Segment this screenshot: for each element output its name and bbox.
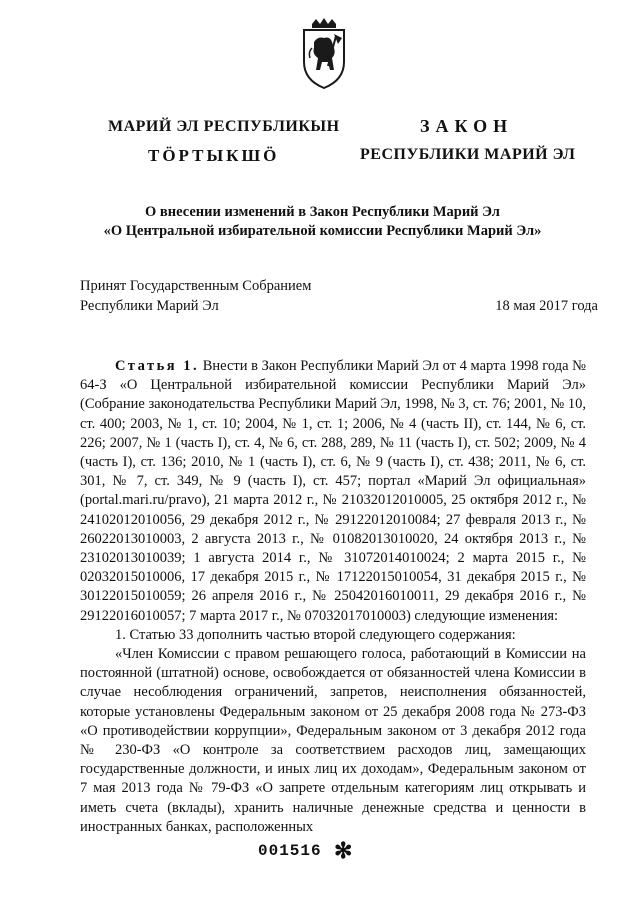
header-right-title: ЗАКОН [420, 116, 514, 136]
adoption-info [80, 276, 311, 316]
coat-of-arms-icon [298, 18, 350, 90]
document-title [40, 203, 605, 241]
article-1-quote: «Член Комиссии с правом решающего голоса, работающий в Комиссии на постоянной (штатной) основе, освобождается от обязанностей члена Комиссии в случае несоблюдения ограничений, запретов, неисполнения обязанностей, которые установлены Федеральным законом от 25 декабря 2008 года № 273-ФЗ «О противодействии коррупции», Федеральным законом от 3 декабря 2012 года № 230-ФЗ «О контроле за соответствием расходов лиц, замещающих государственные должности, и иных лиц их доходам», Федеральным законом от 7 мая 2013 года № 79-ФЗ «О запрете отдельным категориям лиц открывать и иметь счета (вклады), хранить наличные денежные средства и ценности в иностранных банках, расположенных [80, 646, 586, 835]
article-1-item-1: 1. Статью 33 дополнить частью второй следующего содержания: [115, 626, 516, 643]
header-left-subtitle: ТӦРТЫКШӦ [148, 146, 280, 165]
star-mark-icon: ✻ [334, 838, 353, 863]
article-1-paragraph [80, 357, 586, 626]
adoption-line1: Принят Государственным Собранием [80, 278, 312, 294]
document-serial-number: 001516 [258, 842, 322, 860]
article-1 [80, 357, 586, 837]
document-title-line2: «О Центральной избирательной комиссии Республики Марий Эл» [103, 223, 542, 239]
document-title-line1: О внесении изменений в Закон Республики Марий Эл [145, 204, 500, 220]
header-left-title: МАРИЙ ЭЛ РЕСПУБЛИКЫН [108, 118, 340, 135]
article-1-text: Внести в Закон Республики Марий Эл от 4 марта 1998 года № 64-З «О Центральной избирательной комиссии Республики Марий Эл» (Собрание законодательства Республики Марий Эл, 1998, № 3, ст. 76; 2001, № 10, ст. 400; 2003, № 1, ст. 10; 2004, № 1, ст. 1; 2006, № 4 (часть II), ст. 144, № 6, ст. 226; 2007, № 1 (часть I), ст. 4, № 6, ст. 288, 289, № 11 (часть I), ст. 502; 2009, № 4 (часть I), ст. 136; 2010, № 1 (часть I), ст. 6, № 9 (часть I), ст. 438; 2011, № 6, ст. 301, № 7, ст. 349, № 9 (часть I), ст. 457; портал «Марий Эл официальная» (portal.mari.ru/pravo), 21 марта 2012 г., № 21032012010005, 25 октября 2012 г., № 24102012010056, 29 декабря 2012 г., № 29122012010084; 27 февраля 2013 г., № 26022013010003, 2 августа 2013 г., № 01082013010020, 24 октября 2013 г., № 23102013010039; 1 августа 2014 г., № 31072014010024; 2 марта 2015 г., № 02032015010006, 17 декабря 2015 г., № 17122015010054, 31 декабря 2015 г., № 30122015010059; 26 апреля 2016 г., № 25042016010011, 29 декабря 2016 г., № 29122016010057; 7 марта 2017 г., № 07032017010003) следующие изменения: [80, 358, 587, 624]
adoption-date: 18 мая 2017 года [495, 298, 598, 314]
adoption-line2: Республики Марий Эл [80, 298, 219, 314]
article-1-label: Статья 1. [115, 358, 200, 374]
header-right-subtitle: РЕСПУБЛИКИ МАРИЙ ЭЛ [360, 146, 576, 163]
